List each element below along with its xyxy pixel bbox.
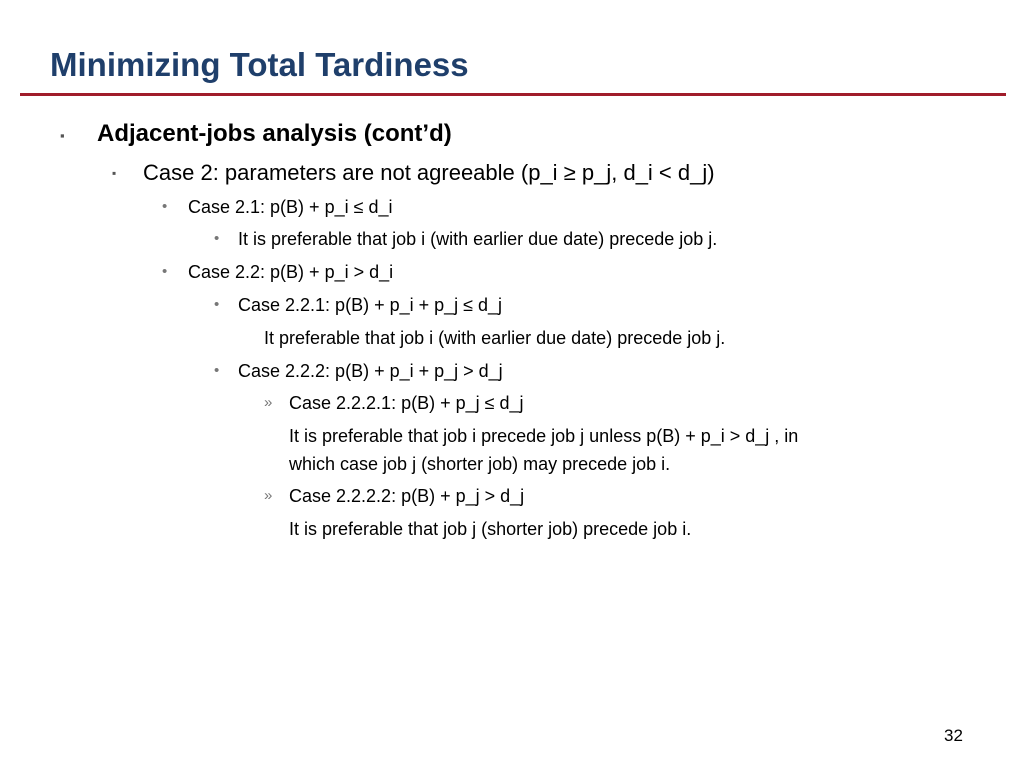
square-bullet-icon: ▪ [60,128,65,143]
case-2-2-2-2-item: Case 2.2.2.2: p(B) + p_j > d_j [289,486,525,506]
case-2-2-2-item: Case 2.2.2: p(B) + p_i + p_j > d_j [238,361,503,381]
title-divider [20,93,1006,96]
page-number: 32 [944,726,963,745]
chevron-bullet-icon: » [264,394,273,411]
case-2-2-1-item: Case 2.2.1: p(B) + p_i + p_j ≤ d_j [238,295,503,315]
case-2-2-2-1-note-line2: which case job j (shorter job) may precede job i. [289,454,671,474]
heading-adjacent-jobs: Adjacent-jobs analysis (cont’d) [97,120,452,147]
case-2-2-2-1-note-line1: It is preferable that job i precede job j unless p(B) + p_i > d_j , in [289,426,799,446]
dot-bullet-icon: • [162,198,168,215]
case-2-2-2-2-note: It is preferable that job j (shorter job) precede job i. [289,519,692,539]
slide-title: Minimizing Total Tardiness [50,46,469,83]
case-2-2-2-1-item: Case 2.2.2.1: p(B) + p_j ≤ d_j [289,393,524,413]
dot-bullet-icon: • [214,230,220,247]
chevron-bullet-icon: » [264,487,273,504]
dot-bullet-icon: • [214,362,220,379]
case-2-item: Case 2: parameters are not agreeable (p_i ≥ p_j, d_i < d_j) [143,160,715,185]
dot-bullet-icon: • [162,263,168,280]
dot-bullet-icon: • [214,296,220,313]
case-2-2-item: Case 2.2: p(B) + p_i > d_i [188,262,394,282]
case-2-2-1-note: It preferable that job i (with earlier due date) precede job j. [264,328,726,348]
square-bullet-icon: ▪ [112,166,117,180]
case-2-1-note: It is preferable that job i (with earlier due date) precede job j. [238,229,718,249]
case-2-1-item: Case 2.1: p(B) + p_i ≤ d_i [188,197,393,217]
